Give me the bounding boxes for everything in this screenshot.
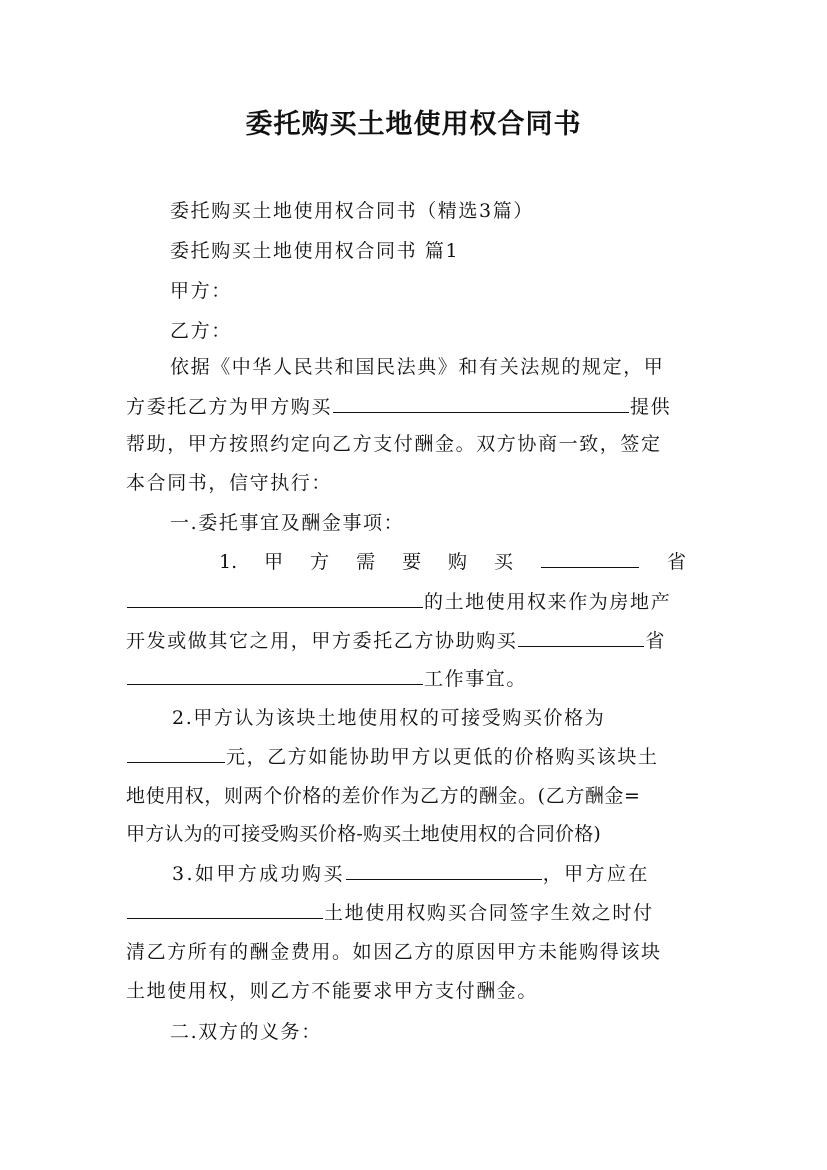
text-segment: 要 [402, 551, 422, 573]
text-segment: 需 [356, 551, 376, 573]
text-segment: 1. [219, 551, 238, 573]
paragraph-line: 依据《中华人民共和国民法典》和有关法规的规定，甲 [170, 356, 665, 378]
text-segment: 土地使用权购买合同签字生效之时付 [324, 902, 654, 924]
text-segment: 提供 [630, 396, 672, 418]
text-segment: 工作事宜。 [424, 668, 528, 690]
fill-in-blank [127, 900, 323, 919]
fill-in-blank [127, 744, 225, 763]
text-segment: 省 [645, 630, 667, 652]
paragraph-line [126, 666, 703, 692]
paragraph-line: 帮助，甲方按照约定向乙方支付酬金。双方协商一致，签定 [126, 433, 662, 455]
clause-line [172, 861, 703, 887]
clause-heading: 二.双方的义务： [170, 1021, 322, 1043]
text-segment: 3.如甲方成功购买 [172, 863, 345, 885]
paragraph-line [126, 744, 703, 770]
fill-in-blank [541, 549, 639, 568]
clause-line: 2.甲方认为该块土地使用权的可接受购买价格为 [172, 707, 606, 729]
fill-in-blank [333, 394, 629, 413]
fill-in-blank [127, 666, 423, 685]
text-segment: 元，乙方如能协助甲方以更低的价格购买该块土 [226, 746, 659, 768]
party-a-label: 甲方： [170, 280, 232, 302]
paragraph-line: 清乙方所有的酬金费用。如因乙方的原因甲方未能购得该块 [126, 941, 662, 963]
fill-in-blank [346, 861, 542, 880]
paragraph-line: 甲方认为的可接受购买价格-购买土地使用权的合同价格) [126, 823, 602, 845]
paragraph-line: 土地使用权，则乙方不能要求甲方支付酬金。 [126, 980, 539, 1002]
party-b-label: 乙方： [170, 320, 232, 342]
paragraph-line [126, 628, 703, 654]
text-segment: 购 [448, 551, 468, 573]
text-segment: 的土地使用权来作为房地产 [424, 591, 672, 613]
text-segment: 方 [310, 551, 330, 573]
text-segment: 开发或做其它之用，甲方委托乙方协助购买 [126, 630, 518, 652]
clause-line [219, 549, 686, 575]
text-segment: 甲 [264, 551, 284, 573]
paragraph-line [126, 394, 703, 420]
text-segment: 方委托乙方为甲方购买 [126, 396, 333, 418]
text-segment: 省 [666, 551, 686, 573]
paragraph-line: 地使用权，则两个价格的差价作为乙方的酬金。(乙方酬金= [126, 785, 641, 807]
subtitle-line: 委托购买土地使用权合同书（精选3篇） [170, 200, 534, 222]
clause-heading: 一.委托事宜及酬金事项： [170, 512, 405, 534]
fill-in-blank [127, 589, 423, 608]
fill-in-blank [518, 628, 644, 647]
document-title: 委托购买土地使用权合同书 [245, 109, 582, 140]
paragraph-line [126, 589, 703, 615]
text-segment: ，甲方应在 [542, 863, 650, 885]
paragraph-line [126, 900, 703, 926]
text-segment: 买 [494, 551, 514, 573]
paragraph-line: 本合同书，信守执行： [126, 472, 333, 494]
section-heading-line: 委托购买土地使用权合同书 篇1 [170, 240, 460, 262]
